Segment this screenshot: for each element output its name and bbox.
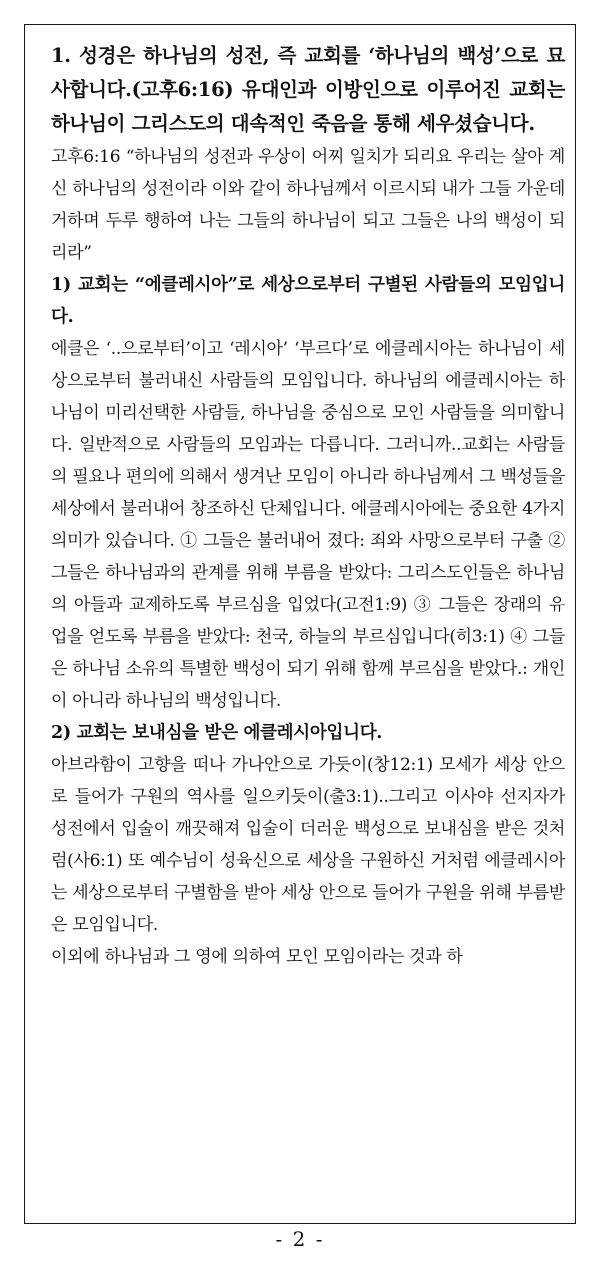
subheading-sent-ecclesia: 2) 교회는 보내심을 받은 에클레시아입니다. xyxy=(51,723,383,743)
scripture-quote: 고후6:16 “하나님의 성전과 우상이 어찌 일치가 되리요 우리는 살아 계신 하나님의 성전이라 이와 같이 하나님께서 이르시되 내가 그들 가운데 거하며 두루 행하여 나는 그들의 하나님이 되고 그들은 나의 백성이 되리라” xyxy=(51,147,565,263)
paragraph-continuation: 이외에 하나님과 그 영에 의하여 모인 모임이라는 것과 하 xyxy=(51,947,463,967)
section-heading: 1. 성경은 하나님의 성전, 즉 교회를 ‘하나님의 백성’으로 묘사합니다.(고후6:16) 유대인과 이방인으로 이루어진 교회는 하나님이 그리스도의 대속적인 죽음을 통해 세우셨습니다. xyxy=(51,44,565,135)
page-content xyxy=(51,39,565,973)
paragraph-ecclesia-meaning: 에클은 ‘..으로부터’이고 ‘레시아’ ‘부르다’로 에클레시아는 하나님이 세상으로부터 불러내신 사람들의 모임입니다. 하나님의 에클레시아는 하나님이 미리선택한 사람들, 하나님을 중심으로 모인 사람들을 의미합니다. 일반적으로 사람들의 모임과는 다릅니다. 그러니까..교회는 사람들의 필요나 편의에 의해서 생겨난 모임이 아니라 하나님께서 그 백성들을 세상에서 불러내어 창조하신 단체입니다. 에클레시아에는 중요한 4가지 의미가 있습니다. ① 그들은 불러내어 졌다: 죄와 사망으로부터 구출 ② 그들은 하나님과의 관계를 위해 부름을 받았다: 그리스도인들은 하나님의 아들과 교제하도록 부르심을 입었다(고전1:9) ③ 그들은 장래의 유업을 얻도록 부름을 받았다: 천국, 하늘의 부르심입니다(히3:1) ④ 그들은 하나님 소유의 특별한 백성이 되기 위해 함께 부르심을 받았다.: 개인이 아니라 하나님의 백성입니다. xyxy=(51,339,565,711)
page-frame xyxy=(24,24,576,1224)
page-number: - 2 - xyxy=(275,1227,325,1251)
paragraph-sent-ecclesia: 아브라함이 고향을 떠나 가나안으로 가듯이(창12:1) 모세가 세상 안으로 들어가 구원의 역사를 일으키듯이(출3:1)..그리고 이사야 선지자가 성전에서 입술이 깨끗해져 입술이 더러운 백성으로 보내심을 받은 것처럼(사6:1) 또 예수님이 성육신으로 세상을 구원하신 거처럼 에클레시아는 세상으로부터 구별함을 받아 세상 안으로 들어가 구원을 위해 부름받은 모임입니다. xyxy=(51,755,565,935)
subheading-ecclesia: 1) 교회는 “에클레시아”로 세상으로부터 구별된 사람들의 모임입니다. xyxy=(51,275,565,327)
